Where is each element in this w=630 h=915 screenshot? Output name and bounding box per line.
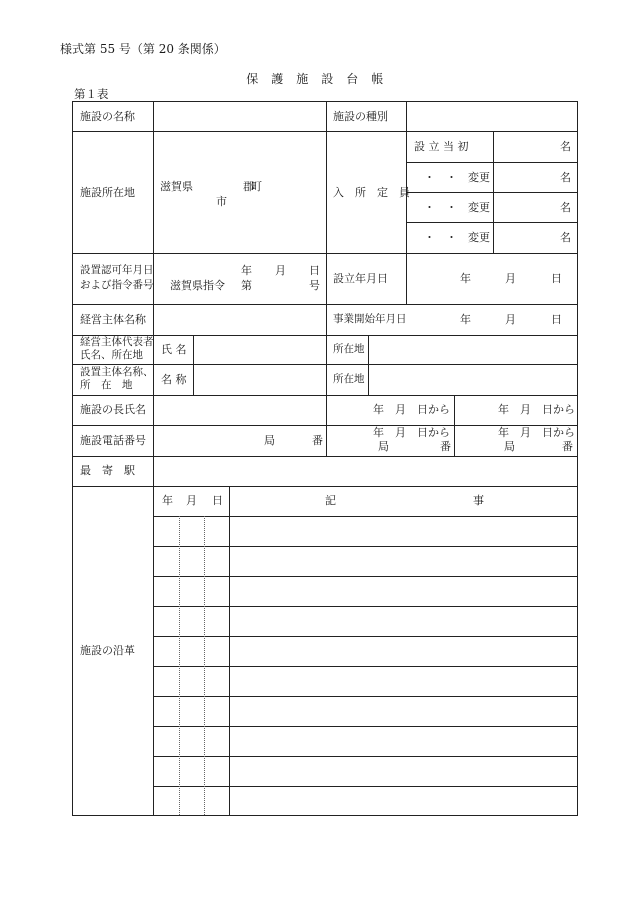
approval-label-line2: および指令番号 [80, 279, 154, 291]
capacity-label: 入 所 定 員 [333, 186, 410, 199]
capacity-unit-1: 名 [560, 140, 571, 153]
table-border-right [577, 101, 578, 816]
location-prefecture: 滋賀県 [160, 180, 193, 193]
location-label: 施設所在地 [80, 186, 135, 199]
approval-dai: 第 [241, 279, 252, 292]
facility-type-label: 施設の種別 [333, 110, 388, 123]
phone-kyoku-1: 局 [378, 440, 389, 453]
phone-ban: 番 [312, 434, 323, 447]
phone-from-1: 年 月 日から [373, 426, 450, 439]
representative-address-label: 所在地 [333, 343, 365, 355]
history-month: 月 [186, 494, 197, 507]
page-title: 保 護 施 設 台 帳 [246, 72, 384, 86]
phone-kyoku: 局 [264, 434, 275, 447]
director-from-2: 年 月 日から [498, 403, 575, 416]
business-start-label: 事業開始年月日 [333, 313, 407, 325]
phone-ban-1: 番 [440, 440, 451, 453]
sheet-label: 第１表 [74, 87, 109, 101]
location-gun: 郡 [243, 180, 254, 193]
history-label: 施設の沿革 [80, 644, 135, 657]
operator-name-label: 経営主体名称 [80, 313, 146, 326]
installer-address-label: 所在地 [333, 373, 365, 385]
facility-name-label: 施設の名称 [80, 110, 135, 123]
approval-order: 滋賀県指令 [170, 279, 225, 292]
capacity-unit-2: 名 [560, 171, 571, 184]
capacity-unit-3: 名 [560, 201, 571, 214]
history-kiji-ki: 記 [325, 494, 336, 507]
business-start-month: 月 [505, 313, 516, 326]
approval-go: 号 [309, 279, 320, 292]
history-year: 年 [162, 494, 173, 507]
location-cho: 町 [251, 180, 262, 193]
approval-label-line1: 設置認可年月日 [80, 264, 154, 276]
capacity-change-1: ・ ・ 変更 [424, 171, 490, 184]
nearest-station-label: 最 寄 駅 [80, 464, 135, 477]
established-year: 年 [460, 272, 471, 285]
installer-name-label: 名 称 [161, 373, 187, 386]
capacity-change-3: ・ ・ 変更 [424, 231, 490, 244]
phone-ban-2: 番 [562, 440, 573, 453]
table-border-top [72, 101, 578, 102]
representative-name-label: 氏 名 [161, 343, 187, 356]
approval-month: 月 [275, 264, 286, 277]
form-number: 様式第 55 号（第 20 条関係） [60, 42, 226, 56]
approval-day: 日 [309, 264, 320, 277]
history-kiji-ji: 事 [473, 494, 484, 507]
business-start-year: 年 [460, 313, 471, 326]
director-label: 施設の長氏名 [80, 403, 146, 416]
table-border-left [72, 101, 73, 816]
location-shi: 市 [216, 195, 227, 208]
capacity-initial-label: 設 立 当 初 [414, 140, 469, 153]
table-border-bottom [72, 815, 578, 816]
phone-from-2: 年 月 日から [498, 426, 575, 439]
capacity-change-2: ・ ・ 変更 [424, 201, 490, 214]
representative-label-line2: 氏名、所在地 [80, 349, 143, 361]
established-day: 日 [551, 272, 562, 285]
representative-label-line1: 経営主体代表者 [80, 336, 154, 348]
established-month: 月 [505, 272, 516, 285]
established-label: 設立年月日 [333, 272, 388, 285]
installer-label-line2: 所 在 地 [80, 379, 133, 391]
capacity-unit-4: 名 [560, 231, 571, 244]
installer-label-line1: 設置主体名称、 [80, 366, 154, 378]
history-day: 日 [212, 494, 223, 507]
director-from-1: 年 月 日から [373, 403, 450, 416]
business-start-day: 日 [551, 313, 562, 326]
phone-kyoku-2: 局 [504, 440, 515, 453]
approval-year: 年 [241, 264, 252, 277]
phone-label: 施設電話番号 [80, 434, 146, 447]
